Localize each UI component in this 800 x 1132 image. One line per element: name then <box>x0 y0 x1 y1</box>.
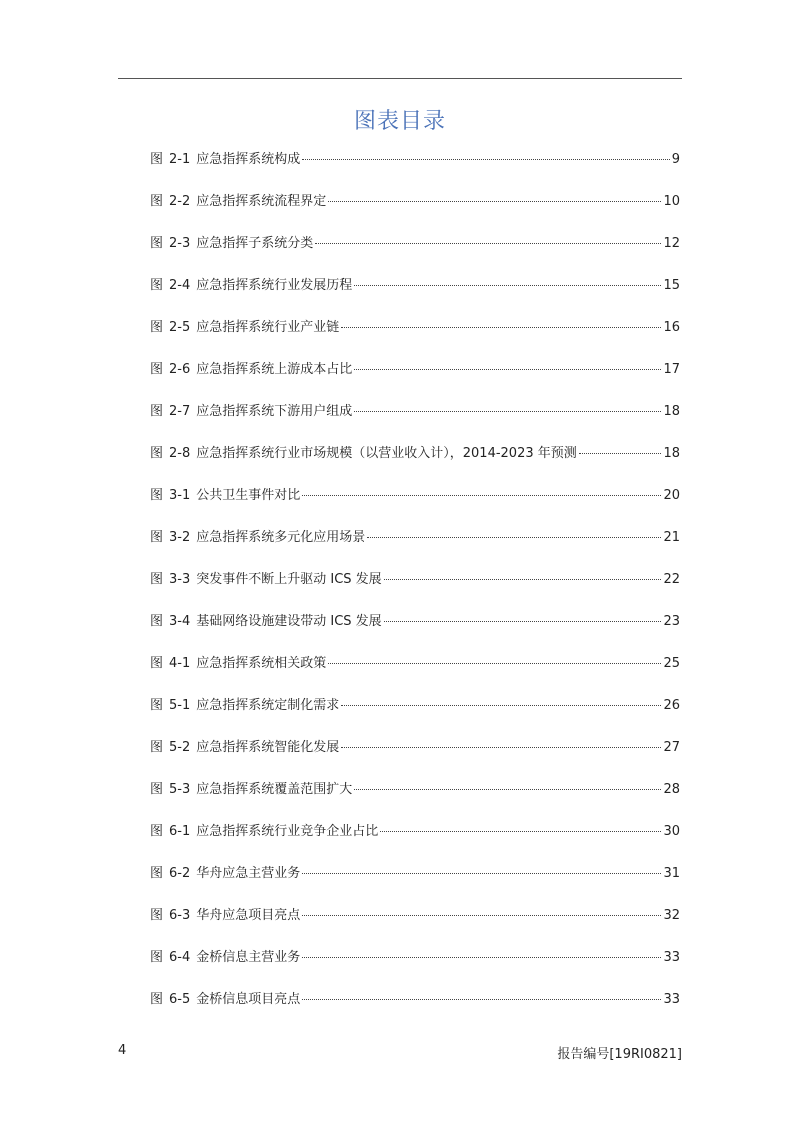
toc-entry-page: 22 <box>663 572 680 587</box>
toc-entry-number: 5-3 <box>169 782 191 797</box>
toc-entry[interactable] <box>150 402 680 444</box>
toc-entry[interactable] <box>150 696 680 738</box>
toc-entry-title: 应急指挥系统上游成本占比 <box>196 362 353 377</box>
toc-entry-title: 应急指挥系统覆盖范围扩大 <box>196 782 353 797</box>
toc-dot-leader <box>328 663 661 664</box>
toc-dot-leader <box>367 537 661 538</box>
toc-entry-prefix: 图 <box>150 236 164 251</box>
toc-dot-leader <box>579 453 662 454</box>
page-number: 4 <box>118 1043 127 1058</box>
toc-entry-page: 16 <box>663 320 680 335</box>
toc-dot-leader <box>302 159 669 160</box>
toc-entry-prefix: 图 <box>150 320 164 335</box>
toc-dot-leader <box>328 201 661 202</box>
toc-entry[interactable] <box>150 318 680 360</box>
toc-entry-prefix: 图 <box>150 404 164 419</box>
toc-entry[interactable] <box>150 906 680 948</box>
page-title: 图表目录 <box>353 109 446 134</box>
toc-dot-leader <box>354 369 661 370</box>
toc-entry-number: 2-6 <box>169 362 191 377</box>
toc-entry-prefix: 图 <box>150 530 164 545</box>
toc-dot-leader <box>341 747 661 748</box>
toc-entry-number: 3-1 <box>169 488 191 503</box>
toc-entry-number: 2-8 <box>169 446 191 461</box>
toc-entry-number: 2-4 <box>169 278 191 293</box>
toc-entry[interactable] <box>150 990 680 1032</box>
toc-entry-page: 26 <box>663 698 680 713</box>
toc-dot-leader <box>302 915 661 916</box>
toc-entry-prefix: 图 <box>150 908 164 923</box>
toc-entry-title: 华舟应急项目亮点 <box>196 908 301 923</box>
toc-entry[interactable] <box>150 822 680 864</box>
toc-entry-number: 6-3 <box>169 908 191 923</box>
toc-entry-page: 30 <box>663 824 680 839</box>
toc-entry-prefix: 图 <box>150 992 164 1007</box>
table-of-figures <box>150 150 680 1032</box>
toc-entry-number: 2-3 <box>169 236 191 251</box>
toc-entry-page: 32 <box>663 908 680 923</box>
toc-entry[interactable] <box>150 360 680 402</box>
toc-entry-title: 应急指挥系统构成 <box>196 152 301 167</box>
toc-entry-number: 6-5 <box>169 992 191 1007</box>
toc-entry-number: 3-4 <box>169 614 191 629</box>
toc-entry-page: 18 <box>663 404 680 419</box>
toc-entry-number: 2-2 <box>169 194 191 209</box>
toc-entry-title: 应急指挥系统多元化应用场景 <box>196 530 366 545</box>
toc-entry-title: 应急指挥系统行业产业链 <box>196 320 340 335</box>
toc-dot-leader <box>384 579 662 580</box>
toc-entry-title: 基础网络设施建设带动 ICS 发展 <box>196 614 382 629</box>
toc-entry-prefix: 图 <box>150 194 164 209</box>
toc-entry[interactable] <box>150 612 680 654</box>
toc-entry-title: 华舟应急主营业务 <box>196 866 301 881</box>
toc-entry-number: 6-4 <box>169 950 191 965</box>
report-id: 报告编号[19RI0821] <box>557 1047 682 1062</box>
header-rule <box>118 78 682 79</box>
toc-entry-title: 应急指挥系统行业发展历程 <box>196 278 353 293</box>
toc-entry-number: 5-1 <box>169 698 191 713</box>
toc-entry-number: 5-2 <box>169 740 191 755</box>
toc-entry-title: 应急指挥系统流程界定 <box>196 194 327 209</box>
toc-entry-prefix: 图 <box>150 866 164 881</box>
toc-entry-title: 应急指挥系统智能化发展 <box>196 740 340 755</box>
toc-entry-title: 金桥信息主营业务 <box>196 950 301 965</box>
toc-entry-title: 应急指挥系统行业竞争企业占比 <box>196 824 379 839</box>
toc-entry-page: 25 <box>663 656 680 671</box>
toc-dot-leader <box>380 831 661 832</box>
toc-entry[interactable] <box>150 192 680 234</box>
toc-dot-leader <box>302 873 661 874</box>
toc-entry-prefix: 图 <box>150 152 164 167</box>
toc-entry-page: 23 <box>663 614 680 629</box>
toc-entry-number: 6-2 <box>169 866 191 881</box>
toc-entry-title: 公共卫生事件对比 <box>196 488 301 503</box>
toc-entry-number: 2-5 <box>169 320 191 335</box>
toc-dot-leader <box>302 999 661 1000</box>
toc-dot-leader <box>302 957 661 958</box>
toc-entry-page: 20 <box>663 488 680 503</box>
toc-entry-page: 15 <box>663 278 680 293</box>
toc-entry-title: 应急指挥系统下游用户组成 <box>196 404 353 419</box>
toc-entry-page: 28 <box>663 782 680 797</box>
toc-entry-prefix: 图 <box>150 740 164 755</box>
toc-dot-leader <box>354 411 661 412</box>
toc-entry-page: 18 <box>663 446 680 461</box>
toc-entry[interactable] <box>150 528 680 570</box>
toc-entry-page: 27 <box>663 740 680 755</box>
toc-entry[interactable] <box>150 234 680 276</box>
toc-dot-leader <box>354 285 661 286</box>
toc-entry-page: 21 <box>663 530 680 545</box>
toc-entry[interactable] <box>150 444 680 486</box>
toc-entry[interactable] <box>150 654 680 696</box>
toc-entry[interactable] <box>150 948 680 990</box>
toc-entry-title: 应急指挥系统行业市场规模（以营业收入计），2014-2023 年预测 <box>196 446 577 461</box>
toc-entry-page: 17 <box>663 362 680 377</box>
toc-entry-title: 应急指挥系统定制化需求 <box>196 698 340 713</box>
toc-entry-number: 4-1 <box>169 656 191 671</box>
toc-entry-number: 3-2 <box>169 530 191 545</box>
toc-entry-prefix: 图 <box>150 446 164 461</box>
toc-entry[interactable] <box>150 570 680 612</box>
toc-dot-leader <box>302 495 661 496</box>
toc-entry-prefix: 图 <box>150 488 164 503</box>
toc-dot-leader <box>315 243 661 244</box>
toc-entry-prefix: 图 <box>150 950 164 965</box>
toc-entry-prefix: 图 <box>150 614 164 629</box>
toc-entry-number: 2-1 <box>169 152 191 167</box>
toc-entry-page: 9 <box>671 152 680 167</box>
toc-entry-number: 2-7 <box>169 404 191 419</box>
toc-dot-leader <box>354 789 661 790</box>
toc-entry[interactable] <box>150 738 680 780</box>
toc-entry-title: 金桥信息项目亮点 <box>196 992 301 1007</box>
toc-dot-leader <box>341 705 661 706</box>
toc-entry-page: 10 <box>663 194 680 209</box>
toc-entry-page: 31 <box>663 866 680 881</box>
toc-entry-title: 突发事件不断上升驱动 ICS 发展 <box>196 572 382 587</box>
toc-entry[interactable] <box>150 150 680 192</box>
toc-entry-title: 应急指挥子系统分类 <box>196 236 314 251</box>
toc-entry-page: 12 <box>663 236 680 251</box>
toc-entry-prefix: 图 <box>150 572 164 587</box>
toc-entry-prefix: 图 <box>150 278 164 293</box>
toc-entry[interactable] <box>150 864 680 906</box>
toc-entry-prefix: 图 <box>150 656 164 671</box>
toc-entry-page: 33 <box>663 950 680 965</box>
toc-entry[interactable] <box>150 486 680 528</box>
toc-entry-prefix: 图 <box>150 824 164 839</box>
toc-entry-prefix: 图 <box>150 362 164 377</box>
toc-entry[interactable] <box>150 780 680 822</box>
toc-entry-prefix: 图 <box>150 698 164 713</box>
toc-dot-leader <box>384 621 662 622</box>
toc-entry-prefix: 图 <box>150 782 164 797</box>
toc-entry-number: 6-1 <box>169 824 191 839</box>
toc-entry-page: 33 <box>663 992 680 1007</box>
toc-entry-number: 3-3 <box>169 572 191 587</box>
toc-entry[interactable] <box>150 276 680 318</box>
toc-entry-title: 应急指挥系统相关政策 <box>196 656 327 671</box>
toc-dot-leader <box>341 327 661 328</box>
